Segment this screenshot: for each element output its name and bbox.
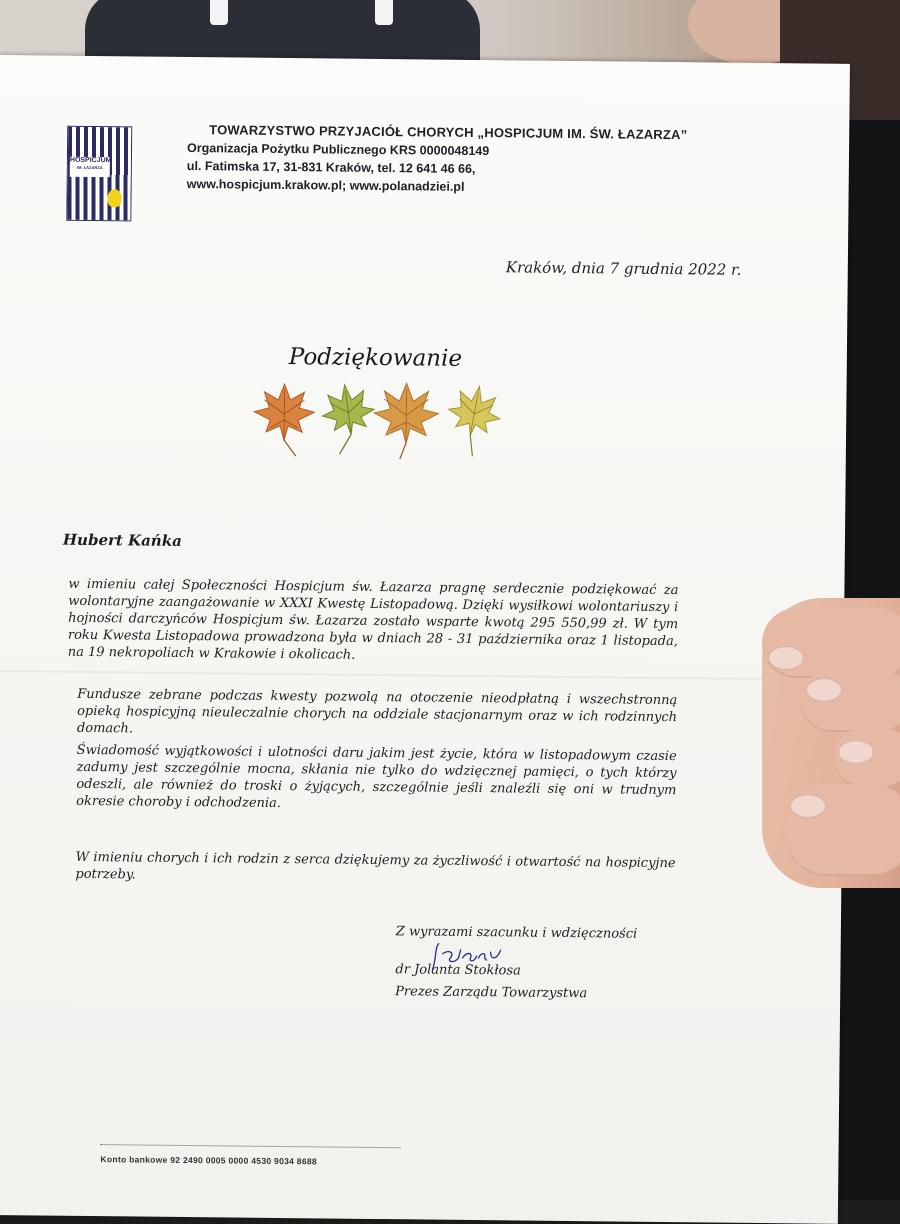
daffodil-icon	[107, 189, 121, 207]
bag-strap	[375, 0, 393, 25]
recipient-name: Hubert Kańka	[62, 530, 182, 550]
logo-subtext: IM. ŁAZARZA	[77, 164, 103, 171]
maple-leaf-icon	[441, 382, 505, 460]
handwritten-signature	[428, 940, 508, 977]
maple-leaf-icon	[254, 384, 315, 457]
paragraph: Fundusze zebrane podczas kwesty pozwolą na otoczenie nieodpłatną i wszechstronną opieką hospicyjną nieuleczalnie chorych na oddziale stacjonarnym oraz w ich rodzinnych domach.	[76, 686, 678, 737]
fingernail	[790, 794, 826, 818]
org-krs: Organizacja Pożytku Publicznego KRS 0000048149	[186, 140, 490, 159]
fingernail	[806, 678, 842, 702]
letter-title: Podziękowanie	[288, 344, 463, 372]
letter-date: Kraków, dnia 7 grudnia 2022 r.	[505, 258, 742, 279]
autumn-leaves-illustration	[246, 376, 517, 464]
paper-fold	[0, 670, 844, 681]
letter-paper	[0, 55, 850, 1224]
bank-account: Konto bankowe 92 2490 0005 0000 4530 9034 8688	[100, 1154, 318, 1167]
signatory-role: Prezes Zarządu Towarzystwa	[395, 984, 588, 1002]
footer-divider	[101, 1144, 401, 1148]
org-address: ul. Fatimska 17, 31-831 Kraków, tel. 12 641 46 66,	[186, 158, 476, 176]
org-name: TOWARZYSTWO PRZYJACIÓŁ CHORYCH „HOSPICJUM IM. ŚW. ŁAZARZA”	[209, 122, 688, 143]
logo-text: HOSPICJUM	[69, 156, 112, 165]
paragraph: Świadomość wyjątkowości i ulotności daru jakim jest życie, która w listopadowym czasie zadumy jest szczególnie mocna, skłania nie tylko do wdzięcznej pamięci, o tych którzy odeszli, ale również do troski o żyjących, szczególnie jeśli znaleźli się oni w trudnym okresie choroby i odchodzenia.	[76, 742, 677, 811]
maple-leaf-icon	[374, 383, 439, 460]
closing-phrase: Z wyrazami szacunku i wdzięczności	[395, 924, 638, 942]
org-websites: www.hospicjum.krakow.pl; www.polanadziei.pl	[186, 176, 465, 194]
fingernail	[838, 740, 874, 764]
bag-strap	[210, 0, 228, 25]
hospice-logo	[66, 126, 132, 222]
maple-leaf-icon	[319, 382, 379, 456]
paragraph: w imieniu całej Społeczności Hospicjum św. Łazarza pragnę serdecznie podziękować za wolontaryjne zaangażowanie w XXXI Kwestę Listopadową. Dzięki wysiłkowi wolontariuszy i hojności darczyńców Hospicjum św. Łazarza zostało wsparte kwotą 295 550,99 zł. W tym roku Kwesta Listopadowa prowadzona była w dniach 28 - 31 października oraz 1 listopada, na 19 nekropoliach w Krakowie i okolicach.	[67, 576, 679, 663]
signatory-name: dr Jolanta Stokłosa	[395, 962, 521, 979]
logo-label	[70, 157, 110, 177]
letterhead-org	[187, 122, 688, 196]
fingernail	[768, 646, 804, 670]
paragraph: W imieniu chorych i ich rodzin z serca dziękujemy za życzliwość i otwartość na hospicyjne potrzeby.	[75, 849, 676, 883]
holding-hand	[762, 598, 900, 888]
